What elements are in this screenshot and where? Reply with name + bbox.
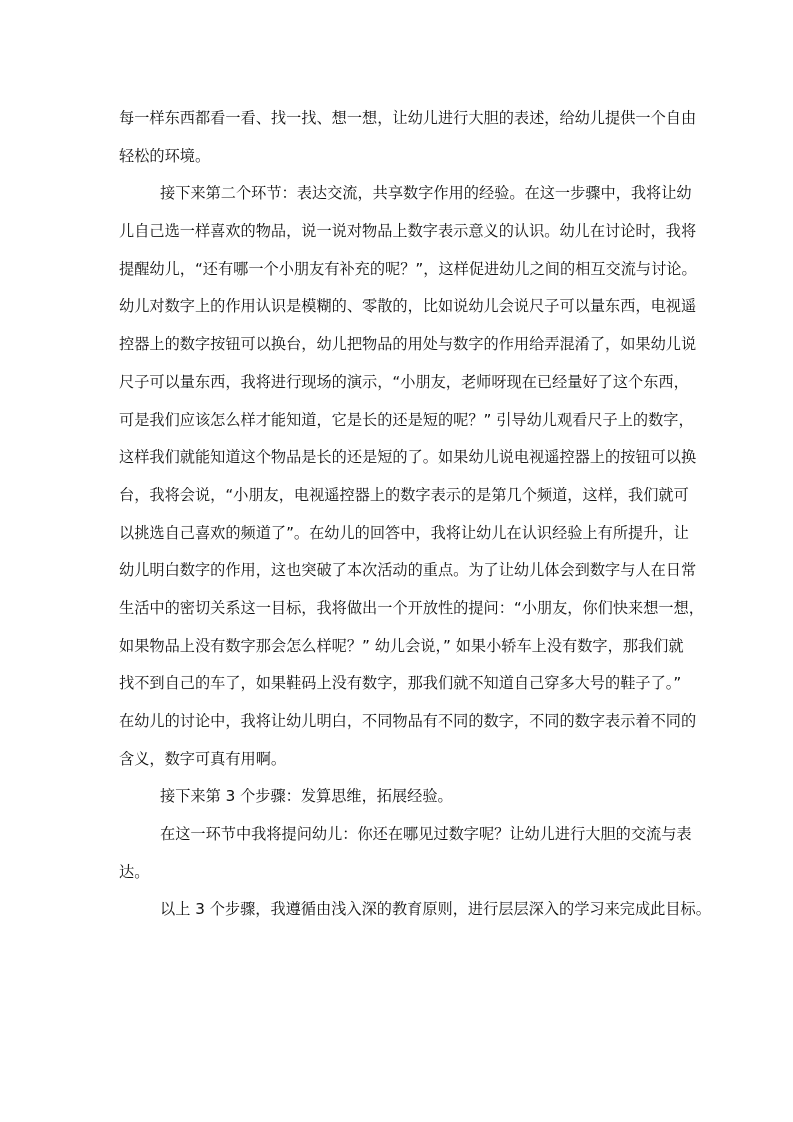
text-line: 生活中的密切关系这一目标，我将做出一个开放性的提问：“小朋友，你们快来想一想，: [119, 598, 704, 617]
text-line: 幼儿对数字上的作用认识是模糊的、零散的，比如说幼儿会说尺子可以量东西，电视遥: [119, 297, 697, 316]
text-line: 尺子可以量东西，我将进行现场的演示，“小朋友，老师呀现在已经量好了这个东西，: [119, 372, 689, 391]
text-line: 台，我将会说，“小朋友，电视遥控器上的数字表示的是第几个频道，这样，我们就可: [119, 485, 689, 504]
text-line: 以上 3 个步骤，我遵循由浅入深的教育原则，进行层层深入的学习来完成此目标。: [160, 900, 711, 919]
text-line: 接下来第二个环节：表达交流，共享数字作用的经验。在这一步骤中，我将让幼: [160, 184, 692, 203]
text-line: 在幼儿的讨论中，我将让幼儿明白，不同物品有不同的数字，不同的数字表示着不同的: [119, 712, 697, 730]
text-line: 找不到自己的车了，如果鞋码上没有数字，那我们就不知道自己穿多大号的鞋子了。”: [119, 674, 682, 693]
text-line: 提醒幼儿，“还有哪一个小朋友有补充的呢？”，这样促进幼儿之间的相互交流与讨论。: [119, 259, 697, 278]
text-line: 儿自己选一样喜欢的物品，说一说对物品上数字表示意义的认识。幼儿在讨论时，我将: [119, 222, 697, 241]
text-line: 以挑选自己喜欢的频道了”。在幼儿的回答中，我将让幼儿在认识经验上有所提升，让: [119, 523, 689, 542]
text-line: 可是我们应该怎么样才能知道，它是长的还是短的呢？” 引导幼儿观看尺子上的数字，: [119, 410, 694, 429]
text-line: 幼儿明白数字的作用，这也突破了本次活动的重点。为了让幼儿体会到数字与人在日常: [119, 561, 697, 580]
text-line: 控器上的数字按钮可以换台，幼儿把物品的用处与数字的作用给弄混淆了，如果幼儿说: [119, 335, 697, 354]
body-text: [119, 100, 711, 929]
text-line: 这样我们就能知道这个物品是长的还是短的了。如果幼儿说电视遥控器上的按钮可以换: [119, 448, 697, 467]
text-line: 达。: [119, 862, 150, 881]
text-line: 在这一环节中我将提问幼儿：你还在哪见过数字呢？让幼儿进行大胆的交流与表: [160, 825, 692, 844]
text-line: 轻松的环境。: [119, 146, 211, 165]
text-line: 含义，数字可真有用啊。: [119, 749, 287, 768]
text-line: 接下来第 3 个步骤：发算思维，拓展经验。: [160, 787, 453, 806]
text-line: 每一样东西都看一看、找一找、想一想，让幼儿进行大胆的表述，给幼儿提供一个自由: [119, 109, 697, 127]
text-line: 如果物品上没有数字那会怎么样呢？” 幼儿会说，” 如果小轿车上没有数字，那我们就: [119, 636, 684, 655]
